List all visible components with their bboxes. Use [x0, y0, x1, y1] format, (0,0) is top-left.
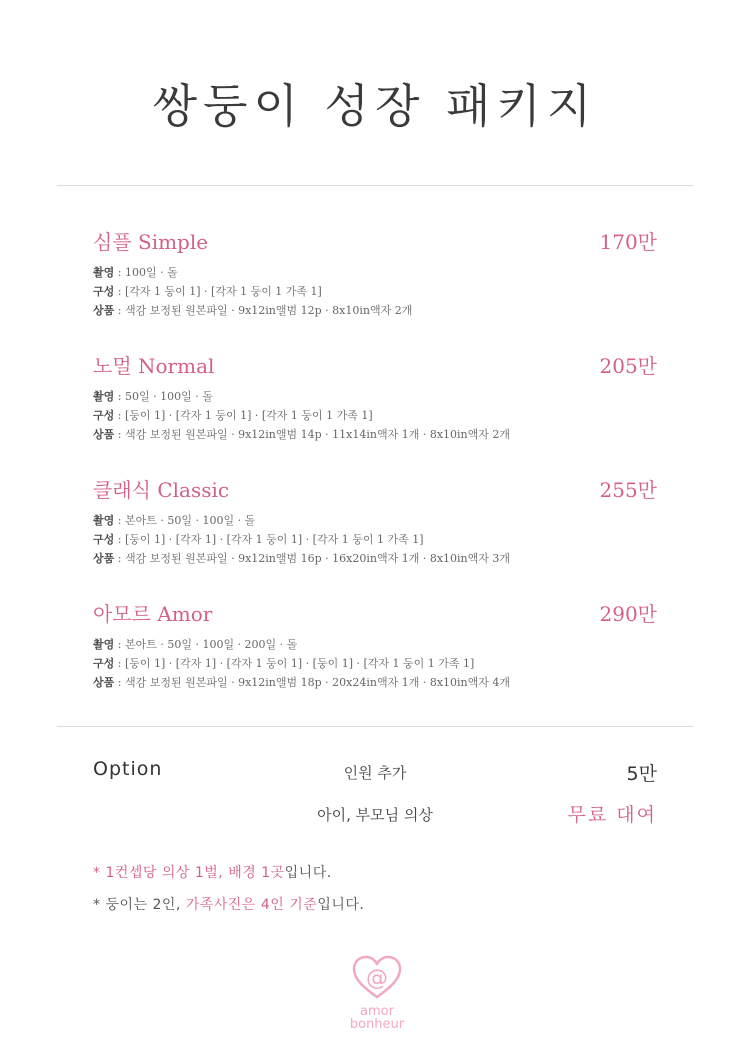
- package-product-line: [93, 549, 657, 568]
- line-label: 촬영: [93, 266, 115, 279]
- package-name: 클래식 Classic: [93, 478, 230, 502]
- package-shoot-line: [93, 387, 657, 406]
- package-price: 255만: [599, 478, 657, 502]
- logo-text-line1: amor: [360, 1004, 394, 1019]
- line-label: 구성: [93, 533, 115, 546]
- line-text: : [둥이 1] · [각자 1] · [각자 1 둥이 1] · [각자 1 둥이 1 가족 1]: [114, 533, 424, 546]
- line-label: 상품: [93, 676, 115, 689]
- option-value: 5만: [626, 763, 657, 785]
- note-people: [93, 894, 364, 914]
- line-text: : [둥이 1] · [각자 1 둥이 1] · [각자 1 둥이 1 가족 1]: [114, 409, 373, 422]
- note-prefix: * 둥이는 2인,: [93, 897, 186, 913]
- line-text: : 색감 보정된 원본파일 · 9x12in앨범 18p · 20x24in액자 1개 · 8x10in액자 4개: [114, 676, 510, 689]
- line-text: : [둥이 1] · [각자 1] · [각자 1 둥이 1] · [둥이 1] · [각자 1 둥이 1 가족 1]: [114, 657, 475, 670]
- package-shoot-line: [93, 511, 657, 530]
- logo-text-line2: bonheur: [349, 1017, 405, 1032]
- page-title: 쌍둥이 성장 패키지: [152, 79, 598, 133]
- line-text: : 50일 · 100일 · 돌: [114, 390, 213, 403]
- line-text: : 색감 보정된 원본파일 · 9x12in앨범 12p · 8x10in액자 2개: [114, 304, 413, 317]
- note-costume: [93, 862, 332, 882]
- line-label: 구성: [93, 285, 115, 298]
- line-label: 촬영: [93, 390, 115, 403]
- line-label: 촬영: [93, 514, 115, 527]
- option-name: 인원 추가: [343, 764, 407, 782]
- line-label: 촬영: [93, 638, 115, 651]
- package-price: 170만: [599, 230, 657, 254]
- line-label: 구성: [93, 409, 115, 422]
- package-product-line: [93, 425, 657, 444]
- top-divider: [57, 185, 694, 186]
- package-classic: [93, 474, 657, 568]
- package-shoot-line: [93, 263, 657, 282]
- middle-divider: [57, 726, 694, 727]
- note-highlight: 가족사진은 4인 기준: [185, 897, 318, 913]
- package-composition-line: [93, 530, 657, 549]
- package-name: 아모르 Amor: [93, 602, 213, 626]
- package-amor: [93, 598, 657, 692]
- note-suffix: 입니다.: [317, 897, 365, 913]
- line-label: 구성: [93, 657, 115, 670]
- line-text: : 본아트 · 50일 · 100일 · 돌: [114, 514, 256, 527]
- line-text: : 색감 보정된 원본파일 · 9x12in앨범 16p · 16x20in액자 1개 · 8x10in액자 3개: [114, 552, 510, 565]
- package-product-line: [93, 673, 657, 692]
- package-shoot-line: [93, 635, 657, 654]
- package-price: 205만: [599, 354, 657, 378]
- option-name: 아이, 부모님 의상: [317, 806, 433, 824]
- line-text: : 100일 · 돌: [114, 266, 178, 279]
- package-simple: [93, 226, 657, 320]
- note-prefix: *: [93, 865, 106, 881]
- package-composition-line: [93, 282, 657, 301]
- logo-mark: @: [366, 966, 388, 991]
- note-suffix: 입니다.: [284, 865, 332, 881]
- line-text: : [각자 1 둥이 1] · [각자 1 둥이 1 가족 1]: [114, 285, 322, 298]
- option-label: Option: [93, 758, 163, 780]
- line-text: : 색감 보정된 원본파일 · 9x12in앨범 14p · 11x14in액자 1개 · 8x10in액자 2개: [114, 428, 510, 441]
- note-highlight: 1컨셉당 의상 1벌, 배경 1곳: [105, 865, 285, 881]
- heart-at-icon: [351, 955, 403, 1001]
- package-product-line: [93, 301, 657, 320]
- line-label: 상품: [93, 304, 115, 317]
- package-price: 290만: [599, 602, 657, 626]
- package-name: 노멀 Normal: [93, 354, 215, 378]
- package-name: 심플 Simple: [93, 230, 209, 254]
- line-label: 상품: [93, 428, 115, 441]
- line-text: : 본아트 · 50일 · 100일 · 200일 · 돌: [114, 638, 298, 651]
- option-value: 무료 대여: [567, 804, 657, 826]
- brand-logo: [344, 955, 410, 1031]
- package-normal: [93, 350, 657, 444]
- line-label: 상품: [93, 552, 115, 565]
- package-composition-line: [93, 654, 657, 673]
- package-composition-line: [93, 406, 657, 425]
